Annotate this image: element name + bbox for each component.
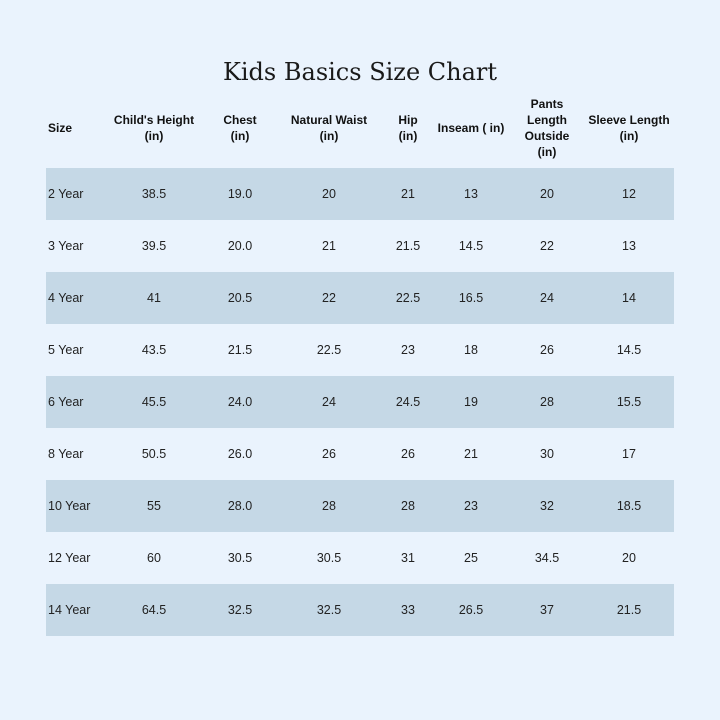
cell-hip: 21 <box>384 168 432 220</box>
cell-pants-length-outside: 34.5 <box>534 551 560 565</box>
column-header-text: Pants <box>530 97 564 111</box>
column-header-pants-length-outside <box>510 88 584 168</box>
cell-size: 4 Year <box>46 272 102 324</box>
cell-childs-height: 45.5 <box>102 376 206 428</box>
column-header-text: (in) <box>619 129 639 143</box>
cell-chest: 30.5 <box>227 551 253 565</box>
cell-hip: 24.5 <box>384 376 432 428</box>
column-header-hip <box>384 88 432 168</box>
table-row <box>46 584 674 636</box>
column-header-childs-height <box>102 88 206 168</box>
column-header-text: Sleeve Length <box>588 113 670 127</box>
cell-sleeve-length: 21.5 <box>584 584 674 636</box>
cell-sleeve-length: 12 <box>584 168 674 220</box>
table-row <box>46 376 674 428</box>
column-header-text: Hip <box>398 113 418 127</box>
cell-size: 2 Year <box>46 168 102 220</box>
cell-chest: 26.0 <box>227 447 253 461</box>
table-row <box>46 324 674 376</box>
cell-size: 6 Year <box>46 376 102 428</box>
column-header-text: Chest <box>223 113 257 127</box>
cell-chest: 24.0 <box>206 376 274 428</box>
cell-hip: 22.5 <box>384 272 432 324</box>
cell-hip: 33 <box>384 584 432 636</box>
cell-pants-length-outside: 24 <box>510 272 584 324</box>
column-header-text: Natural Waist <box>290 113 368 127</box>
cell-natural-waist: 20 <box>274 168 384 220</box>
cell-childs-height: 50.5 <box>141 447 167 461</box>
table-row <box>46 220 674 272</box>
cell-hip: 26 <box>401 447 415 461</box>
cell-inseam: 23 <box>432 480 510 532</box>
cell-childs-height: 60 <box>147 551 161 565</box>
column-header-text: Child's Height <box>113 113 195 127</box>
cell-sleeve-length: 14 <box>584 272 674 324</box>
cell-inseam: 21 <box>464 447 478 461</box>
column-header-text: (in) <box>319 129 339 143</box>
table-row <box>46 272 674 324</box>
cell-natural-waist: 21 <box>322 239 336 253</box>
cell-hip: 31 <box>401 551 415 565</box>
column-header-size <box>46 88 102 168</box>
cell-size: 5 Year <box>48 343 84 357</box>
column-header-chest <box>206 88 274 168</box>
cell-pants-length-outside: 32 <box>510 480 584 532</box>
cell-childs-height: 39.5 <box>141 239 167 253</box>
cell-hip: 21.5 <box>395 239 421 253</box>
table-body <box>46 168 674 636</box>
cell-size: 12 Year <box>48 551 91 565</box>
cell-pants-length-outside: 37 <box>510 584 584 636</box>
cell-chest: 32.5 <box>206 584 274 636</box>
cell-inseam: 14.5 <box>458 239 484 253</box>
cell-pants-length-outside: 22 <box>540 239 554 253</box>
cell-childs-height: 64.5 <box>102 584 206 636</box>
column-header-text: (in) <box>144 129 164 143</box>
cell-sleeve-length: 13 <box>622 239 636 253</box>
table-row <box>46 428 674 480</box>
cell-chest: 21.5 <box>227 343 253 357</box>
table-header-row <box>46 88 674 168</box>
cell-chest: 19.0 <box>206 168 274 220</box>
cell-natural-waist: 32.5 <box>274 584 384 636</box>
cell-pants-length-outside: 20 <box>510 168 584 220</box>
cell-size: 3 Year <box>48 239 84 253</box>
column-header-sleeve-length <box>584 88 674 168</box>
cell-inseam: 26.5 <box>432 584 510 636</box>
column-header-text: Inseam ( in) <box>437 121 505 135</box>
cell-sleeve-length: 18.5 <box>584 480 674 532</box>
table-row <box>46 480 674 532</box>
cell-natural-waist: 22.5 <box>316 343 342 357</box>
cell-natural-waist: 26 <box>322 447 336 461</box>
cell-natural-waist: 24 <box>274 376 384 428</box>
column-header-text: Outside <box>524 129 570 143</box>
cell-inseam: 25 <box>464 551 478 565</box>
cell-childs-height: 55 <box>102 480 206 532</box>
column-header-text: (in) <box>537 145 557 159</box>
cell-inseam: 16.5 <box>432 272 510 324</box>
column-header-text: (in) <box>398 129 418 143</box>
cell-natural-waist: 22 <box>274 272 384 324</box>
cell-childs-height: 43.5 <box>141 343 167 357</box>
column-header-text: (in) <box>230 129 250 143</box>
cell-size: 10 Year <box>46 480 102 532</box>
cell-pants-length-outside: 30 <box>540 447 554 461</box>
cell-inseam: 19 <box>432 376 510 428</box>
column-header-natural-waist <box>274 88 384 168</box>
size-chart-table <box>46 88 674 636</box>
column-header-text: Length <box>527 113 567 127</box>
cell-sleeve-length: 15.5 <box>584 376 674 428</box>
table-row <box>46 168 674 220</box>
cell-size: 8 Year <box>48 447 84 461</box>
cell-sleeve-length: 17 <box>622 447 636 461</box>
cell-inseam: 18 <box>464 343 478 357</box>
cell-size: 14 Year <box>46 584 102 636</box>
cell-chest: 20.0 <box>227 239 253 253</box>
cell-natural-waist: 30.5 <box>316 551 342 565</box>
cell-inseam: 13 <box>432 168 510 220</box>
cell-natural-waist: 28 <box>274 480 384 532</box>
cell-sleeve-length: 14.5 <box>616 343 642 357</box>
cell-childs-height: 38.5 <box>102 168 206 220</box>
table-row <box>46 532 674 584</box>
cell-chest: 20.5 <box>206 272 274 324</box>
cell-hip: 28 <box>384 480 432 532</box>
column-header-text: Size <box>48 121 73 135</box>
column-header-inseam <box>432 88 510 168</box>
cell-pants-length-outside: 28 <box>510 376 584 428</box>
cell-pants-length-outside: 26 <box>540 343 554 357</box>
cell-sleeve-length: 20 <box>622 551 636 565</box>
cell-hip: 23 <box>401 343 415 357</box>
cell-childs-height: 41 <box>102 272 206 324</box>
page-title: Kids Basics Size Chart <box>222 58 498 86</box>
cell-chest: 28.0 <box>206 480 274 532</box>
